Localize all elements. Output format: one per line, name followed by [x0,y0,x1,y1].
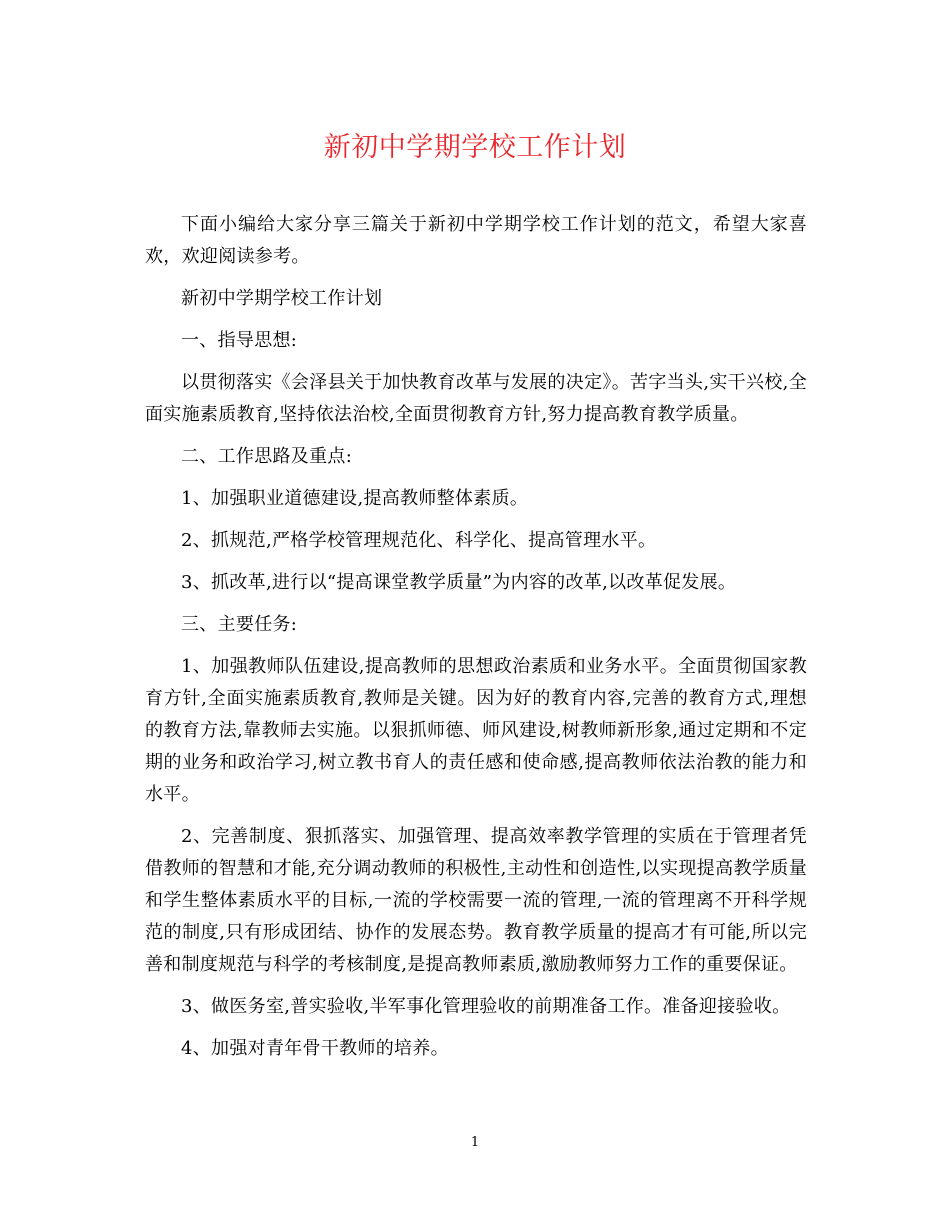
paragraph-gap [145,811,807,821]
paragraph-gap [145,431,807,441]
task-item-3: 3、做医务室,普实验收,半军事化管理验收的前期准备工作。准备迎接验收。 [181,996,791,1017]
paragraph-gap [145,557,807,567]
task-item-1: 1、加强教师队伍建设,提高教师的思想政治素质和业务水平。全面贯彻国家教育方针,全面实施素质教育,教师是关键。因为好的教育内容,完善的教育方式,理想的教育方法,靠教师去实施。以狠抓师德、师风建设,树教师新形象,通过定期和不定期的业务和政治学习,树立教书育人的责任感和使命感,提高教师依法治教的能力和水平。 [145,656,807,805]
document-body [145,209,807,1065]
section-heading-2: 二、工作思路及重点: [181,446,353,467]
intro-paragraph: 下面小编给大家分享三篇关于新初中学期学校工作计划的范文，希望大家喜欢，欢迎阅读参考。 [145,214,807,267]
page-number: 1 [470,1135,480,1150]
paragraph-gap [145,1023,807,1033]
guiding-thought-paragraph: 以贯彻落实《会泽县关于加快教育改革与发展的决定》。苦字当头,实干兴校,全面实施素质教育,坚持依法治校,全面贯彻教育方针,努力提高教育教学质量。 [145,372,807,425]
focus-item-3: 3、抓改革,进行以“提高课堂教学质量”为内容的改革,以改革促发展。 [181,572,737,593]
subtitle-paragraph: 新初中学期学校工作计划 [181,288,383,309]
paragraph-gap [145,473,807,483]
section-heading-3: 三、主要任务: [181,614,298,635]
paragraph-gap [145,357,807,367]
paragraph-gap [145,599,807,609]
paragraph-gap [145,273,807,283]
focus-item-1: 1、加强职业道德建设,提高教师整体素质。 [181,488,529,509]
focus-item-2: 2、抓规范,严格学校管理规范化、科学化、提高管理水平。 [181,530,657,551]
paragraph-gap [145,981,807,991]
paragraph-gap [145,641,807,651]
paragraph-gap [145,315,807,325]
task-item-2: 2、完善制度、狠抓落实、加强管理、提高效率教学管理的实质在于管理者凭借教师的智慧和才能,充分调动教师的积极性,主动性和创造性,以实现提高教学质量和学生整体素质水平的目标,一流的学校需要一流的管理,一流的管理离不开科学规范的制度,只有形成团结、协作的发展态势。教育教学质量的提高才有可能,所以完善和制度规范与科学的考核制度,是提高教师素质,激励教师努力工作的重要保证。 [145,826,807,975]
task-item-4: 4、加强对青年骨干教师的培养。 [181,1038,449,1059]
document-title: 新初中学期学校工作计划 [323,132,627,163]
section-heading-1: 一、指导思想: [181,330,298,351]
paragraph-gap [145,515,807,525]
